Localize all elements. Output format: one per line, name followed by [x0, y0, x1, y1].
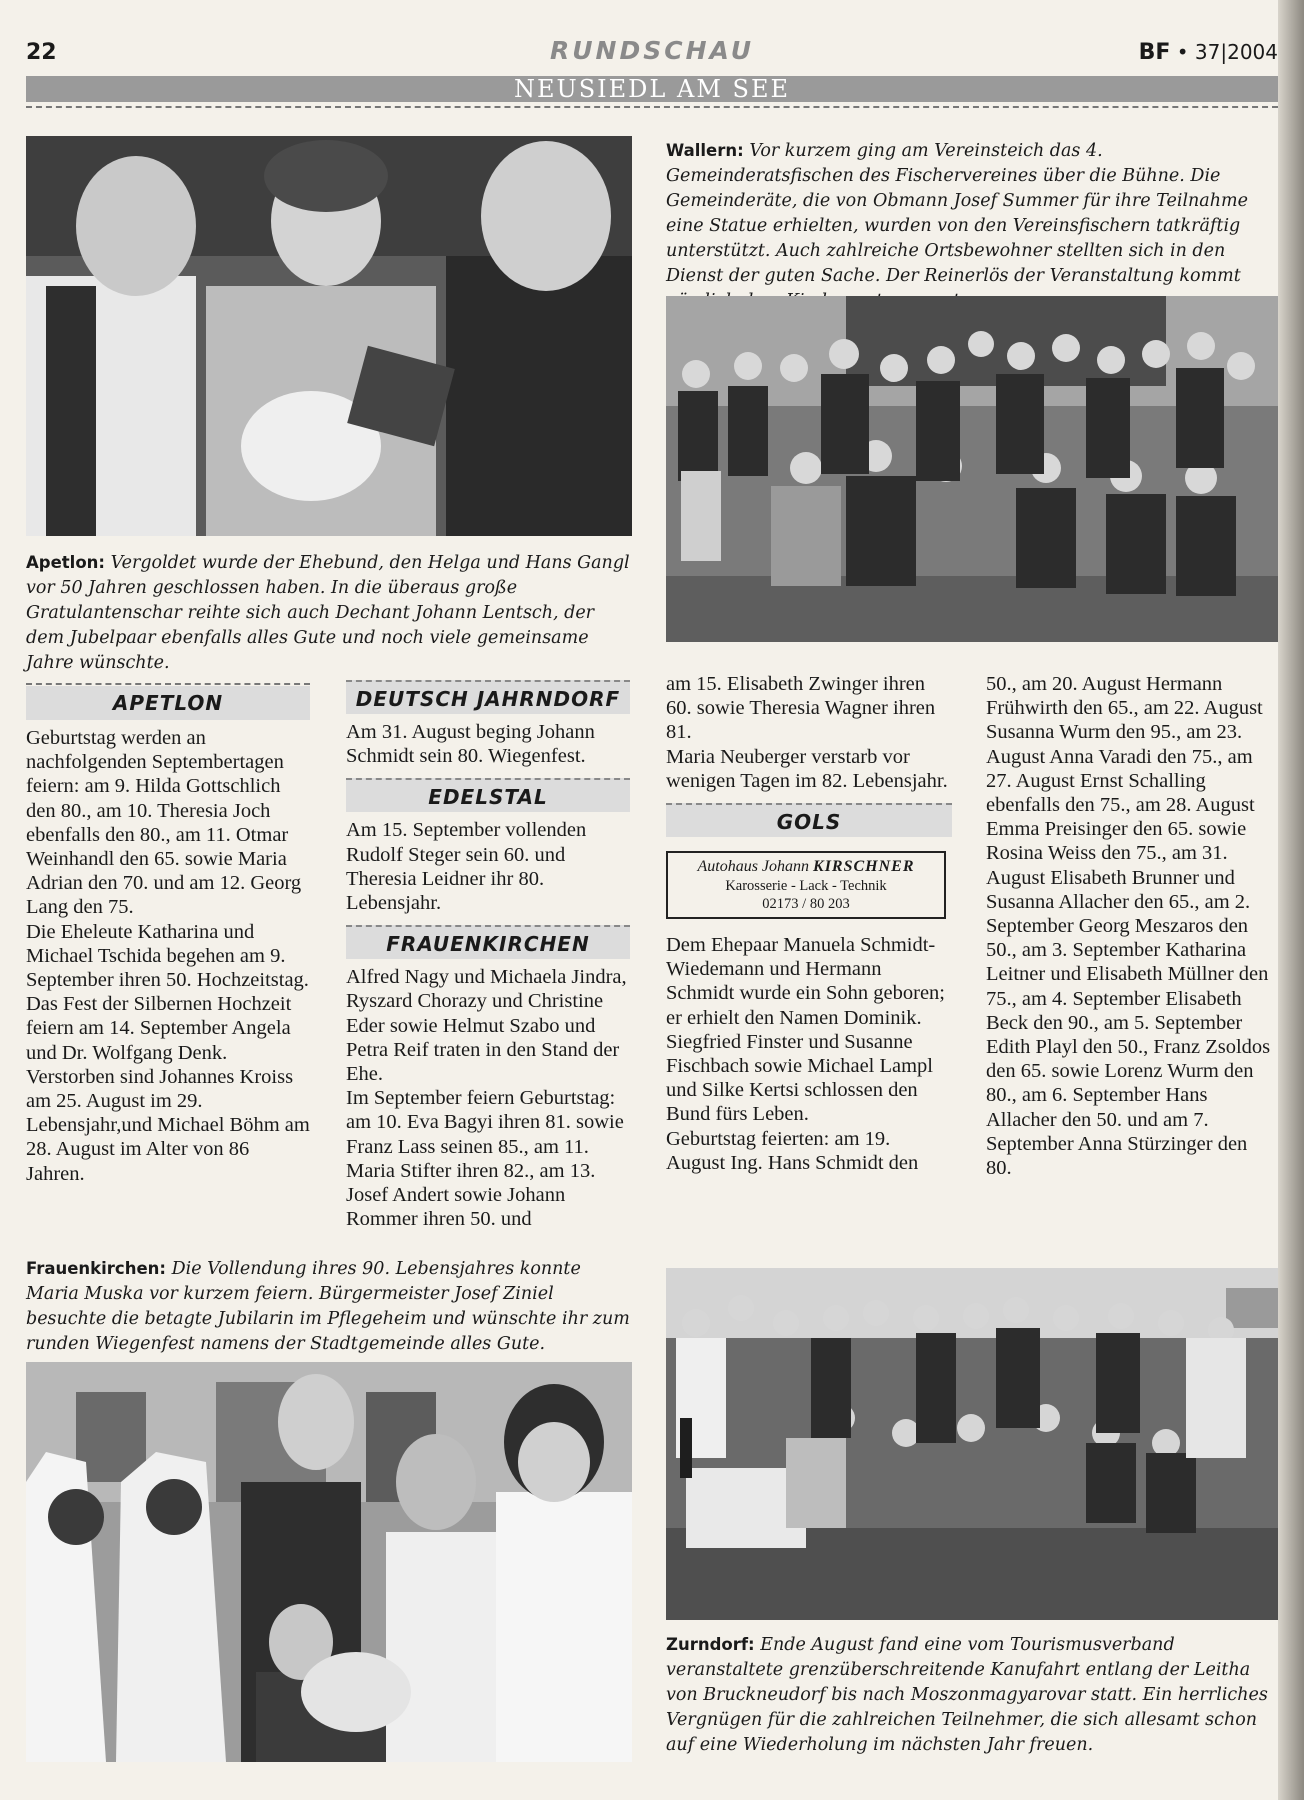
- region-title: NEUSIEDL AM SEE: [513, 75, 790, 103]
- publication-name: BF: [1138, 40, 1171, 65]
- caption-apetlon: [26, 550, 632, 676]
- section-heading-gols: GOLS: [666, 803, 952, 837]
- article-paragraph: Verstorben sind Johannes Kroiss am 25. August im 29. Lebensjahr,und Michael Böhm am 28. August im Alter von 86 Jahren.: [26, 1065, 310, 1185]
- caption-text: Vergoldet wurde der Ehebund, den Helga und Hans Gangl vor 50 Jahren geschlossen haben. In die überaus große Gratulantenschar reihte sich auch Dechant Johann Lentsch, der dem Jubelpaar ebenfalls alles Gute und noch viele gemeinsame Jahre wünschte.: [26, 553, 630, 673]
- ad-surname: KIRSCHNER: [813, 858, 915, 876]
- caption-frauenkirchen: [26, 1256, 632, 1357]
- ad-services: Karosserie - Lack - Technik: [725, 878, 887, 895]
- header-divider: [26, 106, 1278, 108]
- article-paragraph: Das Fest der Silbernen Hochzeit feiern am 14. September Angela und Dr. Wolfgang Denk.: [26, 993, 292, 1064]
- caption-text: Ende August fand eine vom Tourismusverband veranstaltete grenzüberschreitende Kanufahrt entlang der Leitha von Bruckneudorf bis nach Moszonmagyarovar statt. Ein herrliches Vergnügen für die zahlreichen Teilnehmer, die sich allesamt schon auf eine Wiederholung im nächsten Jahr freuen.: [666, 1635, 1268, 1755]
- article-paragraph: Die Eheleute Katharina und Michael Tschida begehen am 9. September ihren 50. Hochzeitstag.: [26, 920, 309, 992]
- region-banner: [26, 76, 1278, 102]
- advertisement-autohaus: [666, 851, 946, 919]
- bullet-separator: •: [1176, 40, 1195, 64]
- section-divider: [26, 683, 310, 685]
- column-4: [986, 672, 1278, 1180]
- section-heading-deutsch-jahrndorf: DEUTSCH JAHRNDORF: [346, 680, 630, 714]
- caption-text: Vor kurzem ging am Vereinsteich das 4. Gemeinderatsfischen des Fischervereines über die Bühne. Die Gemeinderäte, die von Obmann Josef Summer für ihre Teilnahme eine Statue erhielten, wurden von den Vereinsfischern tatkräftig unterstützt. Auch zahlreiche Ortsbewohner stellten sich in den Dienst der guten Sache. Der Reinerlös der Veranstaltung kommt: [666, 141, 1248, 286]
- article-paragraph: 50., am 20. August Hermann Frühwirth den 65., am 22. August Susanna Wurm den 95., am 23. August Anna Varadi den 75., am 27. August Ernst Schalling ebenfalls den 75., am 28. August Emma Preisinger den 65. sowie Rosina Weiss den 75., am 31. August Elisabeth Brunner und Susanna Allacher den 65., am 2. September Georg Meszaros den 50., am 3. September Katharina Leitner und Elisabeth Müllner den 75., am 4. September Elisabeth Beck den 90., am 5. September Edith Playl den 50., Franz Zsoldos den 65. sowie Lorenz Wurm den 80., am 6. September Hans Allacher den 50. und am 7. September Anna Stürzinger den 80.: [986, 673, 1271, 1180]
- photo-zurndorf-canoe-group: [666, 1268, 1278, 1620]
- section-heading-edelstal: EDELSTAL: [346, 778, 630, 812]
- photo-apetlon-couple: [26, 136, 632, 536]
- page-number: 22: [26, 40, 57, 65]
- column-1: [26, 686, 310, 1186]
- article-paragraph: Geburtstag werden an nachfolgenden Septembertagen feiern: am 9. Hilda Gottschlich den 80., am 10. Theresia Joch ebenfalls den 80., am 11. Otmar Weinhandl den 65. sowie Maria Adrian den 70. und am 12. Georg Lang den 75.: [26, 727, 302, 919]
- ad-first-name: Johann: [761, 858, 810, 876]
- photo-wallern-fishing-group: [666, 296, 1278, 642]
- caption-place: Zurndorf:: [666, 1635, 755, 1654]
- ad-company-name: [670, 857, 942, 877]
- caption-wallern: [666, 138, 1278, 314]
- section-heading-apetlon: APETLON: [26, 686, 310, 720]
- column-2: [346, 680, 630, 1231]
- article-paragraph: Im September feiern Geburtstag: am 10. Eva Bagyi ihren 81. sowie Franz Lass seinen 85., am 11. Maria Stifter ihren 82., am 13. Josef Andert sowie Johann Rommer ihren 50. und: [346, 1087, 624, 1231]
- caption-place: Wallern:: [666, 141, 744, 160]
- page-binding-edge: [1278, 0, 1304, 1800]
- ad-prefix: Autohaus: [697, 858, 758, 876]
- caption-place: Frauenkirchen:: [26, 1259, 167, 1278]
- article-paragraph: Siegfried Finster und Susanne Fischbach sowie Michael Lampl und Silke Kertsi schlossen den Bund fürs Leben.: [666, 1030, 934, 1126]
- issue-number: 37|2004: [1194, 40, 1278, 64]
- caption-place: Apetlon:: [26, 553, 105, 572]
- article-paragraph: Alfred Nagy und Michaela Jindra, Ryszard Chorazy und Christine Eder sowie Helmut Szabo und Petra Reif traten in den Stand der Ehe.: [346, 966, 627, 1086]
- article-paragraph: Geburtstag feierten: am 19. August Ing. Hans Schmidt den: [666, 1127, 919, 1174]
- section-heading-frauenkirchen: FRAUENKIRCHEN: [346, 925, 630, 959]
- article-paragraph: Maria Neuberger verstarb vor wenigen Tagen im 82. Lebensjahr.: [666, 745, 948, 792]
- article-paragraph: Am 31. August beging Johann Schmidt sein 80. Wiegenfest.: [346, 721, 595, 768]
- article-paragraph: Am 15. September vollenden Rudolf Steger sein 60. und Theresia Leidner ihr 80. Lebensjahr.: [346, 819, 587, 915]
- caption-zurndorf: [666, 1632, 1278, 1758]
- issue-info: [1139, 40, 1278, 65]
- caption-text: Die Vollendung ihres 90. Lebensjahres konnte Maria Muska vor kurzem feiern. Bürgermeister Josef Ziniel besuchte die betagte Jubilarin im Pflegeheim und wünschte ihr zum runden Wiegenfest namens der Stadtgemeinde alles Gute.: [26, 1259, 630, 1354]
- section-title: RUNDSCHAU: [549, 36, 755, 65]
- column-3: [666, 672, 952, 1175]
- article-paragraph: Dem Ehepaar Manuela Schmidt-Wiedemann und Hermann Schmidt wurde ein Sohn geboren; er erhielt den Namen Dominik.: [666, 934, 945, 1029]
- photo-frauenkirchen-jubilarin: [26, 1362, 632, 1762]
- ad-phone: 02173 / 80 203: [762, 896, 850, 913]
- article-paragraph: am 15. Elisabeth Zwinger ihren 60. sowie Theresia Wagner ihren 81.: [666, 673, 936, 744]
